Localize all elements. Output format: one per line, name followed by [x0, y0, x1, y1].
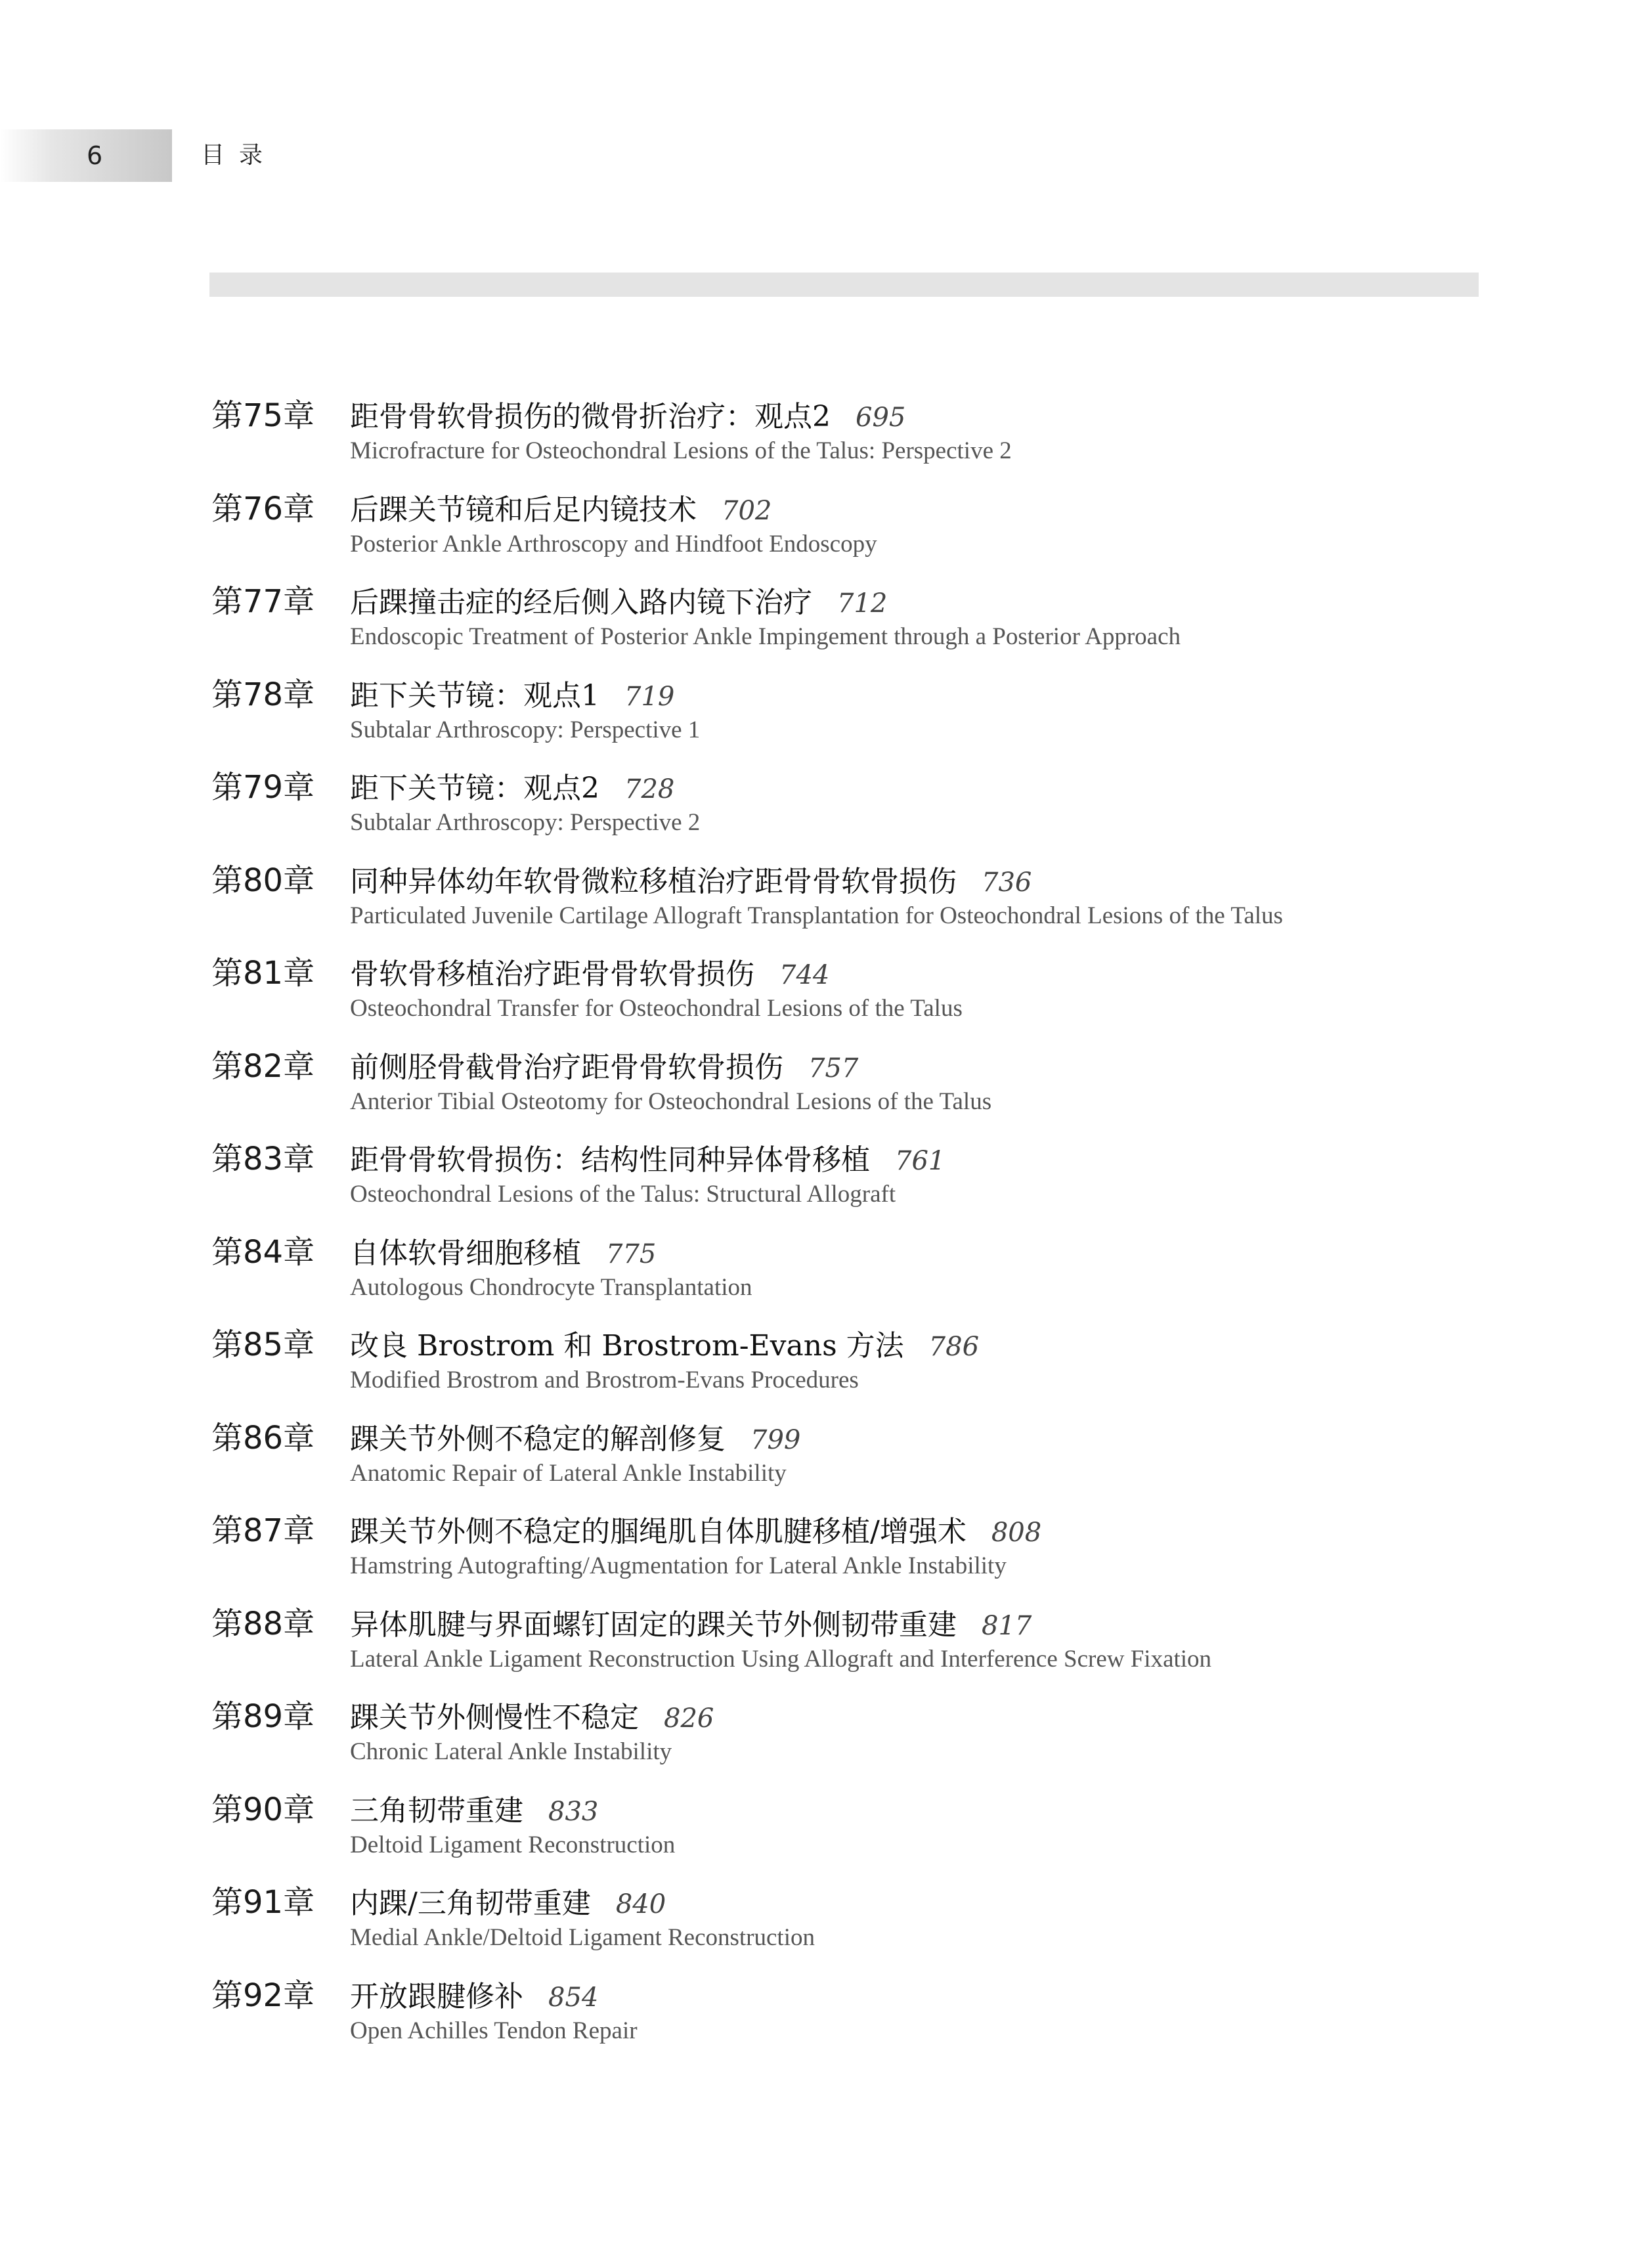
chapter-page-number: 719 — [624, 682, 675, 712]
chapter-title-zh: 内踝/三角韧带重建 — [350, 1887, 591, 1920]
chapter-label: 第87章 — [211, 1512, 315, 1549]
chapter-title-en: Medial Ankle/Deltoid Ligament Reconstruction — [350, 1924, 815, 1951]
chapter-title-zh: 开放跟腱修补 — [350, 1980, 523, 2013]
chapter-title-en: Open Achilles Tendon Repair — [350, 2017, 638, 2044]
chapter-page-number: 799 — [750, 1425, 801, 1455]
chapter-title-zh: 踝关节外侧慢性不稳定 — [350, 1701, 639, 1734]
toc-entry-91[interactable] — [0, 1882, 1652, 1961]
chapter-title-zh: 距下关节镜：观点1 — [350, 679, 599, 712]
toc-entry-81[interactable] — [0, 953, 1652, 1032]
chapter-page-number: 808 — [991, 1518, 1042, 1548]
chapter-title-zh: 距下关节镜：观点2 — [350, 772, 599, 805]
toc-entry-90[interactable] — [0, 1789, 1652, 1868]
chapter-label: 第90章 — [211, 1791, 315, 1828]
chapter-page-number: 695 — [856, 403, 906, 433]
chapter-title-zh: 异体肌腱与界面螺钉固定的踝关节外侧韧带重建 — [350, 1608, 957, 1642]
chapter-title-en: Chronic Lateral Ankle Instability — [350, 1738, 672, 1765]
chapter-page-number: 854 — [548, 1983, 599, 2013]
chapter-title-en: Modified Brostrom and Brostrom-Evans Procedures — [350, 1367, 859, 1393]
toc-entry-87[interactable] — [0, 1510, 1652, 1589]
chapter-title-en: Endoscopic Treatment of Posterior Ankle Impingement through a Posterior Approach — [350, 623, 1181, 650]
chapter-label: 第89章 — [211, 1698, 315, 1735]
toc-entry-79[interactable] — [0, 767, 1652, 846]
page-tab — [0, 129, 172, 182]
chapter-title-zh: 前侧胫骨截骨治疗距骨骨软骨损伤 — [350, 1051, 783, 1084]
toc-entry-92[interactable] — [0, 1975, 1652, 2054]
chapter-title-en: Posterior Ankle Arthroscopy and Hindfoot Endoscopy — [350, 531, 877, 558]
chapter-page-number: 712 — [837, 588, 888, 619]
chapter-title-en: Subtalar Arthroscopy: Perspective 2 — [350, 809, 701, 836]
chapter-label: 第85章 — [211, 1326, 315, 1363]
chapter-page-number: 761 — [895, 1146, 946, 1176]
chapter-label: 第79章 — [211, 769, 315, 806]
chapter-page-number: 840 — [615, 1889, 666, 1919]
section-title: 目录 — [201, 142, 278, 169]
toc-entry-75[interactable] — [0, 395, 1652, 474]
toc-entry-85[interactable] — [0, 1325, 1652, 1403]
chapter-page-number: 728 — [624, 774, 675, 804]
chapter-title-en: Subtalar Arthroscopy: Perspective 1 — [350, 716, 701, 743]
chapter-label: 第88章 — [211, 1606, 315, 1642]
chapter-label: 第75章 — [211, 397, 315, 434]
chapter-title-en: Anatomic Repair of Lateral Ankle Instability — [350, 1460, 787, 1487]
chapter-label: 第77章 — [211, 583, 315, 620]
toc-entry-84[interactable] — [0, 1232, 1652, 1311]
chapter-label: 第76章 — [211, 491, 315, 527]
chapter-label: 第82章 — [211, 1048, 315, 1085]
toc-entry-88[interactable] — [0, 1604, 1652, 1682]
chapter-title-en: Hamstring Autografting/Augmentation for Lateral Ankle Instability — [350, 1552, 1007, 1579]
chapter-title-en: Osteochondral Transfer for Osteochondral Lesions of the Talus — [350, 995, 963, 1022]
chapter-title-en: Microfracture for Osteochondral Lesions of the Talus: Perspective 2 — [350, 437, 1012, 464]
chapter-title-en: Autologous Chondrocyte Transplantation — [350, 1274, 752, 1301]
chapter-title-zh: 三角韧带重建 — [350, 1794, 523, 1828]
chapter-title-en: Anterior Tibial Osteotomy for Osteochondral Lesions of the Talus — [350, 1088, 992, 1115]
chapter-title-en: Lateral Ankle Ligament Reconstruction Using Allograft and Interference Screw Fixation — [350, 1646, 1212, 1673]
chapter-page-number: 744 — [779, 960, 830, 990]
chapter-title-zh: 自体软骨细胞移植 — [350, 1237, 581, 1270]
toc-entry-80[interactable] — [0, 860, 1652, 939]
toc-entry-78[interactable] — [0, 674, 1652, 753]
chapter-title-zh: 距骨骨软骨损伤的微骨折治疗：观点2 — [350, 400, 831, 433]
chapter-page-number: 833 — [548, 1797, 599, 1827]
chapter-page-number: 786 — [928, 1332, 980, 1362]
chapter-title-zh: 距骨骨软骨损伤：结构性同种异体骨移植 — [350, 1143, 870, 1177]
chapter-label: 第81章 — [211, 955, 315, 992]
chapter-page-number: 826 — [664, 1703, 714, 1734]
chapter-page-number: 817 — [982, 1611, 1032, 1641]
toc-entry-86[interactable] — [0, 1418, 1652, 1497]
chapter-title-zh: 同种异体幼年软骨微粒移植治疗距骨骨软骨损伤 — [350, 865, 957, 898]
chapter-page-number: 702 — [722, 496, 772, 526]
chapter-page-number: 757 — [808, 1053, 859, 1084]
chapter-title-zh: 骨软骨移植治疗距骨骨软骨损伤 — [350, 957, 754, 991]
chapter-label: 第83章 — [211, 1141, 315, 1177]
chapter-title-zh: 后踝关节镜和后足内镜技术 — [350, 493, 697, 527]
chapter-page-number: 736 — [982, 867, 1032, 898]
chapter-title-zh: 后踝撞击症的经后侧入路内镜下治疗 — [350, 586, 812, 619]
chapter-label: 第86章 — [211, 1420, 315, 1457]
chapter-page-number: 775 — [606, 1239, 657, 1269]
chapter-title-en: Particulated Juvenile Cartilage Allograft Transplantation for Osteochondral Lesions of the Talus — [350, 902, 1283, 929]
chapter-title-zh: 踝关节外侧不稳定的解剖修复 — [350, 1422, 726, 1456]
toc-entry-82[interactable] — [0, 1046, 1652, 1125]
chapter-label: 第91章 — [211, 1884, 315, 1921]
chapter-label: 第80章 — [211, 862, 315, 899]
header-divider-bar — [209, 273, 1479, 297]
chapter-title-zh: 改良 Brostrom 和 Brostrom-Evans 方法 — [350, 1329, 904, 1363]
page-number: 6 — [87, 141, 103, 170]
toc-entry-77[interactable] — [0, 581, 1652, 660]
chapter-label: 第84章 — [211, 1234, 315, 1271]
chapter-title-en: Osteochondral Lesions of the Talus: Structural Allograft — [350, 1181, 896, 1208]
chapter-label: 第78章 — [211, 676, 315, 713]
chapter-label: 第92章 — [211, 1977, 315, 2014]
toc-entry-76[interactable] — [0, 489, 1652, 567]
chapter-title-en: Deltoid Ligament Reconstruction — [350, 1831, 676, 1858]
toc-entry-89[interactable] — [0, 1696, 1652, 1775]
toc-entry-83[interactable] — [0, 1139, 1652, 1217]
chapter-title-zh: 踝关节外侧不稳定的腘绳肌自体肌腱移植/增强术 — [350, 1515, 967, 1548]
